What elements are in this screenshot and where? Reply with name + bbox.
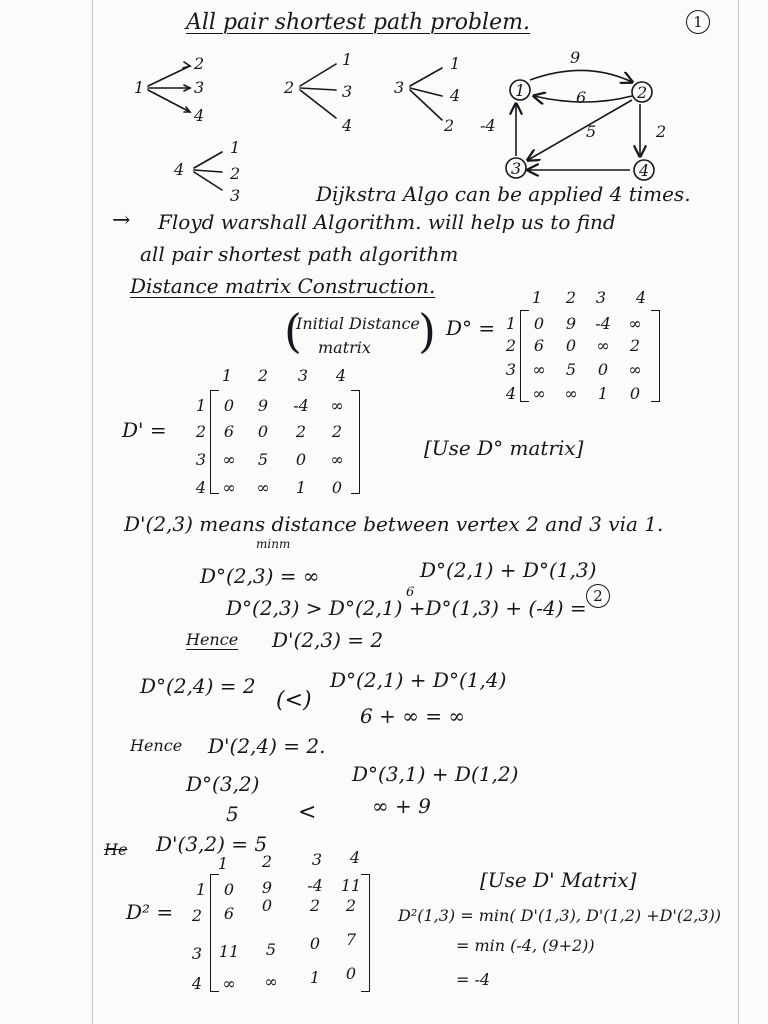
matrix-cell: -4 [293, 396, 309, 415]
frag1-dst: 2 [194, 54, 205, 73]
edge-weight: 2 [656, 122, 667, 141]
d1-label: D' = [122, 418, 167, 442]
graph-node: 4 [639, 161, 650, 180]
distance-heading: Distance matrix Construction. [130, 274, 436, 298]
frag4-dst: 1 [230, 138, 241, 157]
edge-weight: 6 [576, 88, 587, 107]
matrix-cell: 0 [309, 934, 321, 953]
frag4-dst: 3 [230, 186, 241, 205]
graph-node: 1 [515, 81, 526, 100]
col-header: 2 [565, 288, 577, 307]
edge-weight: 9 [570, 48, 581, 67]
row-label: 2 [195, 422, 207, 441]
col-header: 4 [635, 288, 647, 307]
matrix-cell: ∞ [532, 360, 546, 379]
col-header: 3 [311, 850, 323, 869]
col-header: 3 [297, 366, 309, 385]
matrix-cell: 1 [597, 384, 609, 403]
eq-d0-23: D°(2,3) = ∞ [200, 564, 320, 588]
matrix-cell: 6 [223, 904, 235, 923]
row-label: 1 [195, 396, 207, 415]
eq-d0-21-14: D°(2,1) + D°(1,4) [330, 668, 507, 692]
eq-result: 2 [586, 584, 610, 608]
matrix-cell: ∞ [222, 450, 236, 469]
matrix-cell: 2 [309, 896, 321, 915]
eq-min: = min (-4, (9+2)) [456, 936, 595, 955]
col-header: 1 [217, 854, 229, 873]
eq-d0-31-12: D°(3,1) + D(1,2) [352, 762, 519, 786]
matrix-cell: 2 [331, 422, 343, 441]
use-d1-note: [Use D' Matrix] [480, 868, 637, 892]
floyd-line-2: all pair shortest path algorithm [140, 242, 459, 266]
matrix-cell: 0 [223, 880, 235, 899]
use-d0-note: [Use D° matrix] [424, 436, 584, 460]
col-header: 3 [595, 288, 607, 307]
d2-body [191, 874, 370, 993]
initial-label-paren-right: ) [418, 304, 436, 358]
eq-inf: 6 + ∞ = ∞ [360, 704, 465, 728]
matrix-cell: ∞ [532, 384, 546, 403]
col-header: 2 [257, 366, 269, 385]
row-label: 2 [505, 336, 517, 355]
col-header: 4 [349, 848, 361, 867]
frag3-src: 3 [394, 78, 405, 97]
col-header: 4 [335, 366, 347, 385]
hence-1: Hence [186, 630, 239, 649]
matrix-cell: 0 [261, 896, 273, 915]
matrix-cell: ∞ [628, 314, 642, 333]
frag2-dst: 3 [342, 82, 353, 101]
matrix-cell: 6 [223, 422, 235, 441]
matrix-cell: 0 [533, 314, 545, 333]
d1-matrix [195, 366, 360, 497]
matrix-cell: 1 [295, 478, 307, 497]
matrix-cell: ∞ [264, 972, 278, 991]
row-label: 4 [191, 974, 203, 993]
matrix-cell: 0 [629, 384, 641, 403]
matrix-cell: 11 [340, 876, 362, 895]
dijkstra-note: Dijkstra Algo can be applied 4 times. [316, 182, 691, 206]
initial-label-paren-left: ( [284, 304, 302, 358]
edge-weight: 5 [586, 122, 597, 141]
matrix-cell: ∞ [330, 450, 344, 469]
eq-d1-23: D'(2,3) = 2 [272, 628, 384, 652]
frag1-src: 1 [134, 78, 145, 97]
matrix-cell: 5 [265, 940, 277, 959]
frag3-dst: 4 [450, 86, 461, 105]
eq-d0-24: D°(2,4) = 2 [140, 674, 256, 698]
d0-matrix [505, 288, 660, 403]
arrow-bullet: → [112, 208, 131, 233]
d0-label: D° = [446, 316, 496, 340]
d1-body [195, 390, 360, 497]
row-label: 4 [195, 478, 207, 497]
means-line: D'(2,3) means distance between vertex 2 and 3 via 1. [124, 512, 664, 536]
eq-lt-2: < [298, 800, 317, 825]
frag2-dst: 4 [342, 116, 353, 135]
matrix-cell: 1 [309, 968, 321, 987]
frag3-dst: 1 [450, 54, 461, 73]
matrix-cell: ∞ [596, 336, 610, 355]
col-header: 1 [221, 366, 233, 385]
matrix-cell: 0 [565, 336, 577, 355]
col-header: 2 [261, 852, 273, 871]
matrix-cell: 5 [565, 360, 577, 379]
matrix-cell: 0 [331, 478, 343, 497]
d0-body [505, 310, 660, 403]
matrix-cell: 0 [223, 396, 235, 415]
means-sub: minm [256, 537, 291, 551]
hence-2: Hence [130, 736, 183, 755]
matrix-cell: ∞ [222, 974, 236, 993]
initial-label-2: matrix [318, 338, 371, 357]
row-label: 2 [191, 906, 203, 925]
frag3-dst: 2 [444, 116, 455, 135]
row-label: 3 [191, 944, 203, 963]
row-label: 3 [195, 450, 207, 469]
matrix-cell: 0 [257, 422, 269, 441]
matrix-cell: 9 [565, 314, 577, 333]
matrix-cell: 2 [629, 336, 641, 355]
matrix-cell: ∞ [564, 384, 578, 403]
row-label: 1 [505, 314, 517, 333]
matrix-cell: 0 [345, 964, 357, 983]
frag4-dst: 2 [230, 164, 241, 183]
eq-d1-24: D'(2,4) = 2. [208, 734, 326, 758]
col-header: 1 [531, 288, 543, 307]
matrix-cell: 0 [597, 360, 609, 379]
eq-d0-32: D°(3,2) [186, 772, 260, 796]
page-number: 1 [686, 10, 710, 34]
page-title: All pair shortest path problem. [186, 10, 530, 35]
eq-lt-1: (<) [276, 688, 312, 713]
edge-weight: -4 [480, 116, 496, 135]
eq-compare-23: D°(2,3) > D°(2,1) +D°(1,3) + (-4) = [226, 596, 587, 620]
frag1-dst: 3 [194, 78, 205, 97]
graph-node: 2 [637, 83, 648, 102]
hence-3: He [104, 840, 128, 859]
initial-label-1: Initial Distance [296, 314, 420, 333]
matrix-cell: ∞ [222, 478, 236, 497]
eq-result-badge [586, 584, 610, 608]
matrix-cell: ∞ [330, 396, 344, 415]
matrix-cell: ∞ [256, 478, 270, 497]
matrix-cell: ∞ [628, 360, 642, 379]
matrix-cell: -4 [595, 314, 611, 333]
matrix-cell: 11 [218, 942, 240, 961]
matrix-cell: 6 [533, 336, 545, 355]
matrix-cell: 5 [257, 450, 269, 469]
eq-d2-13: D²(1,3) = min( D'(1,3), D'(1,2) +D'(2,3)) [398, 906, 722, 925]
row-label: 1 [195, 880, 207, 899]
eq-final: = -4 [456, 970, 491, 989]
matrix-cell: -4 [307, 876, 323, 895]
frag4-src: 4 [174, 160, 185, 179]
graph-node: 3 [511, 159, 522, 178]
matrix-cell: 9 [261, 878, 273, 897]
row-label: 3 [505, 360, 517, 379]
matrix-cell: 7 [345, 930, 357, 949]
bracket-right [651, 310, 660, 402]
eq-five: 5 [226, 802, 239, 826]
frag2-src: 2 [284, 78, 295, 97]
matrix-cell: 2 [345, 896, 357, 915]
frag1-dst: 4 [194, 106, 205, 125]
floyd-line-1: Floyd warshall Algorithm. will help us to find [158, 210, 616, 234]
matrix-cell: 2 [295, 422, 307, 441]
d2-label: D² = [126, 900, 174, 924]
matrix-cell: 0 [295, 450, 307, 469]
matrix-cell: 9 [257, 396, 269, 415]
eq-inf-plus-9: ∞ + 9 [372, 794, 431, 818]
row-label: 4 [505, 384, 517, 403]
eq-six-annotation: 6 [406, 585, 415, 600]
d2-matrix [191, 848, 370, 994]
eq-d0-21-13: D°(2,1) + D°(1,3) [420, 558, 597, 582]
eq-d1-32: D'(3,2) = 5 [156, 832, 268, 856]
frag2-dst: 1 [342, 50, 353, 69]
